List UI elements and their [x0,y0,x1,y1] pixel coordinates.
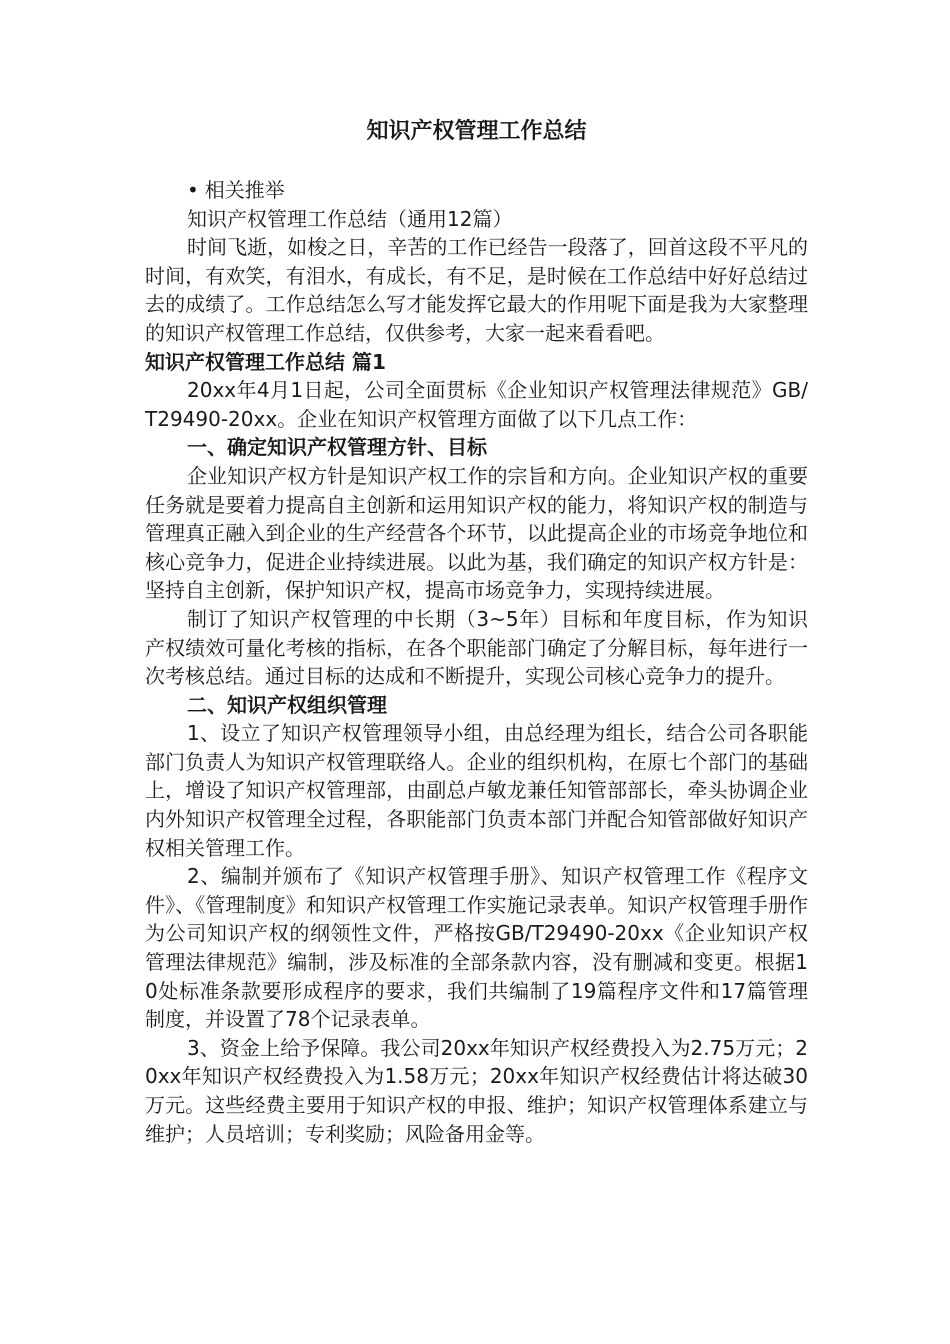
paragraph-5: 2、编制并颁布了《知识产权管理手册》、知识产权管理工作《程序文件》、《管理制度》和知识产权管理工作实施记录表单。知识产权管理手册作为公司知识产权的纲领性文件，严格按GB/T29490-20xx《企业知识产权管理法律规范》编制，涉及标准的全部条款内容，没有删减和变更。根据10处标准条款要形成程序的要求，我们共编制了19篇程序文件和17篇管理制度，并设置了78个记录表单。 [145,864,808,1032]
intro-paragraph: 时间飞逝，如梭之日，辛苦的工作已经告一段落了，回首这段不平凡的时间，有欢笑，有泪水，有成长，有不足，是时候在工作总结中好好总结过去的成绩了。工作总结怎么写才能发挥它最大的作用呢下面是我为大家整理的知识产权管理工作总结，仅供参考，大家一起来看看吧。 [145,235,808,345]
heading-2: 二、知识产权组织管理 [187,692,387,717]
document-page [145,112,808,1148]
paragraph-1: 20xx年4月1日起，公司全面贯标《企业知识产权管理法律规范》GB/T29490-20xx。企业在知识产权管理方面做了以下几点工作： [145,378,808,431]
paragraph-2: 企业知识产权方针是知识产权工作的宗旨和方向。企业知识产权的重要任务就是要着力提高自主创新和运用知识产权的能力，将知识产权的制造与管理真正融入到企业的生产经营各个环节，以此提高企业的市场竞争地位和核心竞争力，促进企业持续进展。以此为基，我们确定的知识产权方针是：坚持自主创新，保护知识产权，提高市场竞争力，实现持续进展。 [145,463,808,603]
paragraph-6: 3、资金上给予保障。我公司20xx年知识产权经费投入为2.75万元；20xx年知识产权经费投入为1.58万元；20xx年知识产权经费估计将达破30万元。这些经费主要用于知识产权的申报、维护；知识产权管理体系建立与维护；人员培训；专利奖励；风险备用金等。 [145,1035,808,1146]
paragraph-4: 1、设立了知识产权管理领导小组，由总经理为组长，结合公司各职能部门负责人为知识产权管理联络人。企业的组织机构，在原七个部门的基础上，增设了知识产权管理部，由副总卢敏龙兼任知管部部长，牵头协调企业内外知识产权管理全过程，各职能部门负责本部门并配合知管部做好知识产权相关管理工作。 [145,721,808,860]
related-label: 相关推举 [204,178,285,202]
document-subtitle: 知识产权管理工作总结（通用12篇） [187,206,513,231]
heading-1: 一、确定知识产权管理方针、目标 [187,435,487,460]
document-title: 知识产权管理工作总结 [366,119,587,144]
paragraph-3: 制订了知识产权管理的中长期（3~5年）目标和年度目标，作为知识产权绩效可量化考核的指标，在各个职能部门确定了分解目标，每年进行一次考核总结。通过目标的达成和不断提升，实现公司核心竞争力的提升。 [145,606,808,689]
section-title: 知识产权管理工作总结 篇1 [145,349,386,374]
related-item[interactable] [145,176,808,205]
bullet-icon: • [187,178,199,202]
